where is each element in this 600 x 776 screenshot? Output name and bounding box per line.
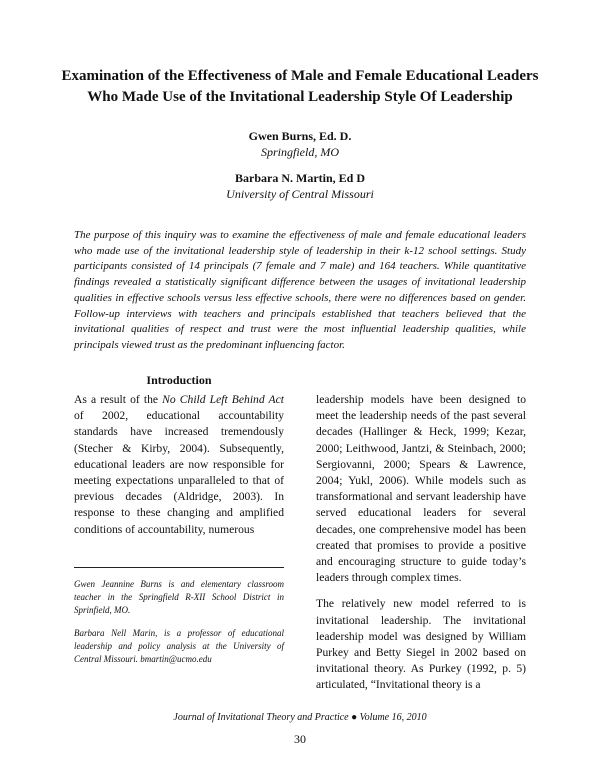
footnote-divider	[74, 567, 284, 568]
body-paragraph-2: The relatively new model referred to is invitational leadership. The invitational leadership model was designed by William Purkey and Betty Siegel in 2002 based on invitational theory. As Purkey (1992, p. 5) articulated, “Invitational theory is a	[316, 597, 526, 692]
footnote-author-2: Barbara Nell Marin, is a professor of educational leadership and policy analysis at the University of Central Missouri. bmartin@ucmo.edu	[74, 628, 284, 664]
right-column	[316, 392, 526, 694]
intro-paragraph	[74, 392, 284, 538]
author-name: Barbara N. Martin, Ed D	[235, 171, 365, 185]
section-heading-introduction: Introduction	[146, 373, 212, 387]
author-1	[0, 128, 600, 160]
intro-text-start: As a result of the	[74, 393, 163, 406]
abstract: The purpose of this inquiry was to examine the effectiveness of male and female educational leaders who made use of the invitational leadership style of leadership in their k-12 school settings. Study participants consisted of 14 principals (7 female and 7 male) and 164 teachers. While quantitative findings revealed a statistically significant difference between the usages of invitational leadership qualities in effective schools versus less effective schools, there were no differences based on gender. Follow-up interviews with teachers and principals established that teachers believed that the invitational qualities of respect and trust were the most influential leadership qualities, while principals viewed trust as the predominant influencing factor.	[74, 229, 526, 351]
page-number: 30	[294, 732, 306, 746]
author-affiliation: Springfield, MO	[261, 145, 339, 159]
intro-text-rest: of 2002, educational accountability standards have increased tremendously (Stecher & Kirby, 2004). Subsequently, educational leaders are now responsible for meeting expectations unparalleled to that of previous decades (Aldridge, 2003). In response to these changing and amplified conditions of accountability, numerous	[74, 409, 284, 536]
footnotes	[74, 578, 284, 676]
paper-title	[60, 66, 540, 108]
title-line-2: Who Made Use of the Invitational Leadership Style Of Leadership	[87, 89, 513, 105]
footnote-author-1: Gwen Jeannine Burns is and elementary classroom teacher in the Springfield R-XII School District in Sprinfield, MO.	[74, 579, 284, 615]
title-line-1: Examination of the Effectiveness of Male and Female Educational Leaders	[61, 68, 539, 84]
body-paragraph-1: leadership models have been designed to meet the leadership needs of the past several decades (Hallinger & Heck, 1999; Kezar, 2000; Leithwood, Jantzi, & Steinbach, 2000; Sergiovanni, 2000; Spears & Lawrence, 2004; Yukl, 2006). While models such as transformational and servant leadership have served educational leaders for several decades, one comprehensive model has been created that promises to provide a positive and encouraging structure to guide today’s leaders through complex times.	[316, 393, 526, 585]
left-column	[74, 392, 284, 538]
act-name: No Child Left Behind Act	[162, 393, 284, 406]
author-name: Gwen Burns, Ed. D.	[248, 129, 352, 143]
author-2	[0, 170, 600, 202]
author-affiliation: University of Central Missouri	[226, 187, 374, 201]
journal-footer: Journal of Invitational Theory and Practice ● Volume 16, 2010	[173, 712, 427, 723]
